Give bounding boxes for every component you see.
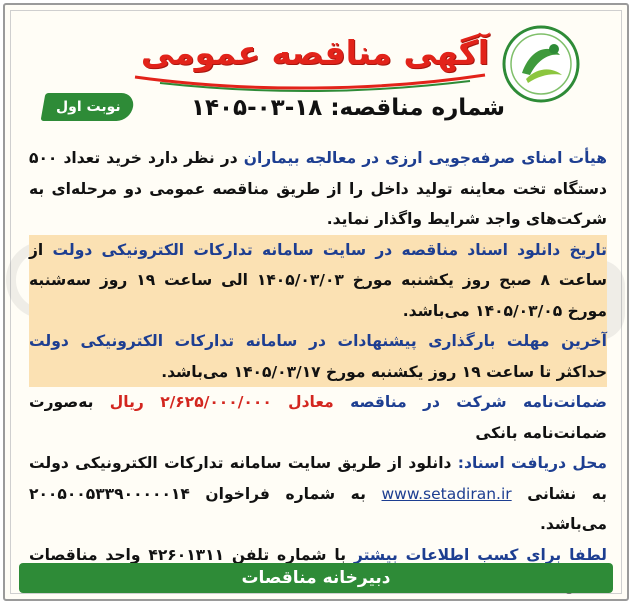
contact-text: با شماره تلفن ۴۲۶۰۱۳۱۱ واحد مناقصات	[29, 545, 347, 564]
notice-body	[29, 143, 607, 601]
guarantee-paragraph	[29, 387, 607, 448]
intro-paragraph	[29, 143, 607, 235]
download-label: تاریخ دانلود اسناد مناقصه در سایت سامانه تدارکات الکترونیکی دولت	[52, 240, 607, 259]
footer-label: دبیرخانه مناقصات	[241, 568, 391, 588]
deadline-text: حداکثر تا ساعت ۱۹ روز یکشنبه مورخ ۱۴۰۵/۰۳/۱۷ می‌باشد.	[161, 362, 607, 381]
contact-label: لطفا برای کسب اطلاعات بیشتر	[353, 545, 607, 564]
notice-frame	[3, 3, 629, 601]
intro-text: در نظر دارد خرید تعداد ۵۰۰ دستگاه تخت معاینه تولید داخل را از طریق مناقصه عمومی دو مرحله‌ای به شرکت‌های واجد شرایط واگذار نماید.	[29, 149, 607, 228]
setadiran-link[interactable]: www.setadiran.ir	[381, 484, 512, 503]
organization-logo	[502, 25, 580, 103]
intro-label: هیأت امنای صرفه‌جویی ارزی در معالجه بیماران	[243, 149, 607, 167]
receive-label: محل دریافت اسناد:	[457, 454, 607, 472]
receive-paragraph	[29, 448, 607, 540]
download-text: از ساعت ۸ صبح روز یکشنبه مورخ ۱۴۰۵/۰۳/۰۳ الی ساعت ۱۹ روز سه‌شنبه مورخ ۱۴۰۵/۰۳/۰۵ می‌باشد.	[29, 240, 607, 320]
guarantee-amount: معادل ۲/۶۲۵/۰۰۰/۰۰۰ ریال	[109, 393, 351, 411]
notice-title: آگهی مناقصه عمومی	[140, 33, 490, 72]
download-paragraph	[29, 235, 607, 327]
round-badge	[41, 93, 136, 121]
deadline-label: آخرین مهلت بارگذاری پیشنهادات در سامانه تدارکات الکترونیکی دولت	[29, 332, 607, 350]
guarantee-label: ضمانت‌نامه شرکت در مناقصه	[350, 393, 607, 411]
title-underline-swash	[130, 71, 490, 93]
receive-text-2: به شماره فراخوان ۲۰۰۵۰۰۵۳۳۹۰۰۰۰۰۱۴ می‌باشد.	[29, 484, 607, 533]
tender-number: شماره مناقصه: ۱۸-۰۳-۱۴۰۵	[190, 95, 505, 121]
round-badge-label: نوبت اول	[55, 99, 121, 115]
guarantee-text: به‌صورت ضمانت‌نامه بانکی	[29, 393, 607, 442]
receive-text: دانلود از طریق سایت سامانه تدارکات الکترونیکی دولت به نشانی	[29, 454, 607, 503]
deadline-paragraph	[29, 326, 607, 387]
footer-bar	[19, 563, 613, 593]
